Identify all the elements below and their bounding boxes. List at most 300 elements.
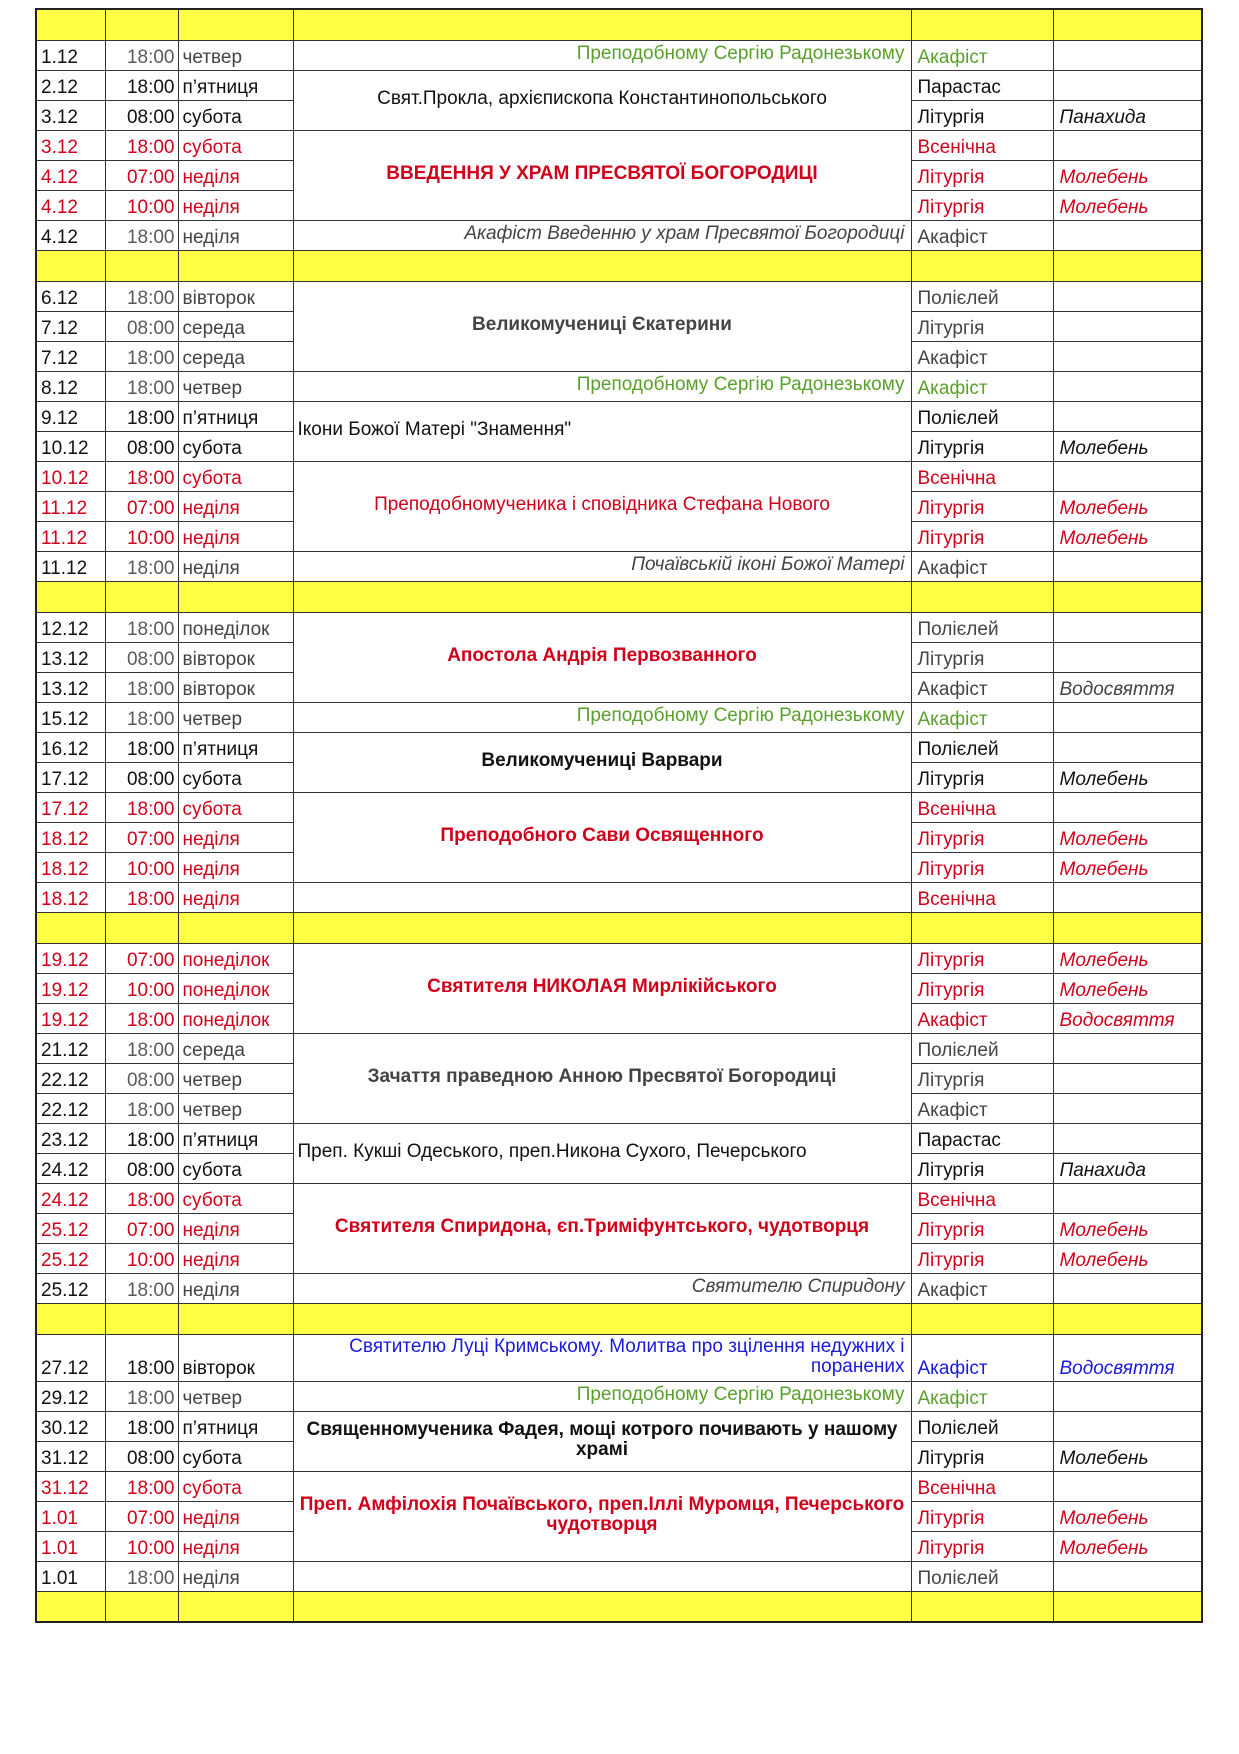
schedule-row	[36, 220, 1202, 250]
schedule-body	[36, 9, 1202, 1622]
time-cell: 07:00	[105, 491, 178, 521]
event-title-cell: Преп. Кукші Одеського, преп.Никона Сухого, Печерського	[293, 1123, 911, 1183]
event-title-cell: Преподобному Сергію Радонезькому	[293, 702, 911, 732]
date-cell: 3.12	[36, 130, 105, 160]
date-cell: 12.12	[36, 612, 105, 642]
event-title-cell: Великомучениці Єкатерини	[293, 281, 911, 371]
weekday-cell: неділя	[178, 551, 293, 581]
extra-service-cell	[1053, 341, 1202, 371]
schedule-row	[36, 1561, 1202, 1591]
header-extra	[1053, 9, 1202, 40]
weekday-cell: неділя	[178, 1531, 293, 1561]
extra-service-cell	[1053, 642, 1202, 672]
weekday-cell: вівторок	[178, 672, 293, 702]
time-cell: 10:00	[105, 973, 178, 1003]
extra-service-cell	[1053, 702, 1202, 732]
time-cell: 18:00	[105, 612, 178, 642]
separator-cell	[36, 912, 105, 943]
weekday-cell: субота	[178, 1441, 293, 1471]
time-cell: 18:00	[105, 1471, 178, 1501]
weekday-cell: субота	[178, 461, 293, 491]
weekday-cell: субота	[178, 130, 293, 160]
weekday-cell: п’ятниця	[178, 732, 293, 762]
time-cell: 18:00	[105, 1381, 178, 1411]
service-type-cell: Літургія	[911, 1213, 1053, 1243]
time-cell: 18:00	[105, 1411, 178, 1441]
time-cell: 18:00	[105, 371, 178, 401]
date-cell: 22.12	[36, 1093, 105, 1123]
separator-cell	[911, 1303, 1053, 1334]
time-cell: 18:00	[105, 70, 178, 100]
service-type-cell: Літургія	[911, 973, 1053, 1003]
service-type-cell: Літургія	[911, 1441, 1053, 1471]
service-type-cell: Акафіст	[911, 1381, 1053, 1411]
weekday-cell: неділя	[178, 822, 293, 852]
separator-cell	[105, 912, 178, 943]
weekday-cell: неділя	[178, 491, 293, 521]
weekday-cell: неділя	[178, 852, 293, 882]
date-cell: 30.12	[36, 1411, 105, 1441]
schedule-row	[36, 1471, 1202, 1501]
time-cell: 10:00	[105, 1243, 178, 1273]
service-type-cell: Акафіст	[911, 1334, 1053, 1381]
time-cell: 18:00	[105, 1123, 178, 1153]
extra-service-cell: Молебень	[1053, 521, 1202, 551]
time-cell: 10:00	[105, 521, 178, 551]
event-title-cell: Апостола Андрія Первозванного	[293, 612, 911, 702]
service-type-cell: Акафіст	[911, 1003, 1053, 1033]
schedule-table	[35, 8, 1203, 1623]
separator-cell	[1053, 1591, 1202, 1622]
separator-cell	[178, 581, 293, 612]
service-type-cell: Всенічна	[911, 461, 1053, 491]
header-weekday	[178, 9, 293, 40]
time-cell: 08:00	[105, 1063, 178, 1093]
schedule-row	[36, 1411, 1202, 1441]
extra-service-cell: Молебень	[1053, 160, 1202, 190]
weekday-cell: понеділок	[178, 943, 293, 973]
event-title-cell: Почаївській іконі Божої Матері	[293, 551, 911, 581]
event-title-cell	[293, 1561, 911, 1591]
time-cell: 18:00	[105, 401, 178, 431]
extra-service-cell: Панахида	[1053, 100, 1202, 130]
date-cell: 22.12	[36, 1063, 105, 1093]
time-cell: 18:00	[105, 341, 178, 371]
event-title-cell: Преподобному Сергію Радонезькому	[293, 40, 911, 70]
service-type-cell: Акафіст	[911, 341, 1053, 371]
extra-service-cell	[1053, 1123, 1202, 1153]
weekday-cell: вівторок	[178, 642, 293, 672]
separator-cell	[36, 1591, 105, 1622]
date-cell: 10.12	[36, 431, 105, 461]
weekday-cell: п’ятниця	[178, 401, 293, 431]
weekday-cell: вівторок	[178, 1334, 293, 1381]
extra-service-cell	[1053, 612, 1202, 642]
date-cell: 31.12	[36, 1441, 105, 1471]
time-cell: 10:00	[105, 1531, 178, 1561]
time-cell: 18:00	[105, 551, 178, 581]
service-type-cell: Полієлей	[911, 612, 1053, 642]
separator-cell	[1053, 912, 1202, 943]
service-type-cell: Акафіст	[911, 702, 1053, 732]
date-cell: 2.12	[36, 70, 105, 100]
date-cell: 1.01	[36, 1531, 105, 1561]
extra-service-cell	[1053, 732, 1202, 762]
separator-cell	[36, 581, 105, 612]
extra-service-cell: Молебень	[1053, 1441, 1202, 1471]
time-cell: 18:00	[105, 130, 178, 160]
service-type-cell: Літургія	[911, 1243, 1053, 1273]
event-title-cell: Акафіст Введенню у храм Пресвятої Богородиці	[293, 220, 911, 250]
schedule-row	[36, 281, 1202, 311]
date-cell: 8.12	[36, 371, 105, 401]
event-title-cell: Преподобному Сергію Радонезькому	[293, 371, 911, 401]
weekday-cell: неділя	[178, 190, 293, 220]
service-type-cell: Полієлей	[911, 281, 1053, 311]
date-cell: 11.12	[36, 551, 105, 581]
date-cell: 16.12	[36, 732, 105, 762]
schedule-row	[36, 551, 1202, 581]
event-title-cell: Свят.Прокла, архієпископа Константинопольського	[293, 70, 911, 130]
service-type-cell: Літургія	[911, 311, 1053, 341]
service-type-cell: Акафіст	[911, 1273, 1053, 1303]
service-type-cell: Парастас	[911, 1123, 1053, 1153]
date-cell: 17.12	[36, 792, 105, 822]
separator-cell	[36, 250, 105, 281]
service-type-cell: Полієлей	[911, 401, 1053, 431]
date-cell: 19.12	[36, 1003, 105, 1033]
extra-service-cell	[1053, 401, 1202, 431]
time-cell: 18:00	[105, 220, 178, 250]
date-cell: 18.12	[36, 822, 105, 852]
extra-service-cell: Молебень	[1053, 822, 1202, 852]
event-title-cell: Святителю Спиридону	[293, 1273, 911, 1303]
date-cell: 11.12	[36, 521, 105, 551]
extra-service-cell	[1053, 70, 1202, 100]
separator-cell	[293, 581, 911, 612]
extra-service-cell	[1053, 1063, 1202, 1093]
date-cell: 25.12	[36, 1273, 105, 1303]
time-cell: 08:00	[105, 311, 178, 341]
extra-service-cell: Молебень	[1053, 1213, 1202, 1243]
time-cell: 07:00	[105, 1213, 178, 1243]
weekday-cell: понеділок	[178, 612, 293, 642]
weekday-cell: субота	[178, 1183, 293, 1213]
time-cell: 18:00	[105, 1003, 178, 1033]
service-type-cell: Акафіст	[911, 371, 1053, 401]
week-separator-row	[36, 1591, 1202, 1622]
service-type-cell: Літургія	[911, 1501, 1053, 1531]
separator-cell	[178, 1303, 293, 1334]
extra-service-cell	[1053, 130, 1202, 160]
service-type-cell: Акафіст	[911, 40, 1053, 70]
time-cell: 18:00	[105, 281, 178, 311]
extra-service-cell	[1053, 1411, 1202, 1441]
time-cell: 18:00	[105, 882, 178, 912]
extra-service-cell	[1053, 1561, 1202, 1591]
week-separator-row	[36, 1303, 1202, 1334]
service-type-cell: Полієлей	[911, 1033, 1053, 1063]
extra-service-cell: Молебень	[1053, 852, 1202, 882]
separator-cell	[1053, 581, 1202, 612]
service-type-cell: Літургія	[911, 642, 1053, 672]
event-title-cell: Святителю Луці Кримському. Молитва про зцілення недужних і поранених	[293, 1334, 911, 1381]
weekday-cell: четвер	[178, 702, 293, 732]
extra-service-cell: Молебень	[1053, 1531, 1202, 1561]
separator-cell	[105, 1303, 178, 1334]
extra-service-cell: Молебень	[1053, 762, 1202, 792]
extra-service-cell: Панахида	[1053, 1153, 1202, 1183]
date-cell: 1.12	[36, 40, 105, 70]
extra-service-cell	[1053, 40, 1202, 70]
date-cell: 17.12	[36, 762, 105, 792]
schedule-row	[36, 702, 1202, 732]
schedule-row	[36, 612, 1202, 642]
event-title-cell: Зачаття праведною Анною Пресвятої Богородиці	[293, 1033, 911, 1123]
weekday-cell: субота	[178, 431, 293, 461]
date-cell: 24.12	[36, 1153, 105, 1183]
extra-service-cell: Водосвяття	[1053, 1003, 1202, 1033]
separator-cell	[293, 1591, 911, 1622]
event-title-cell: Преп. Амфілохія Почаївського, преп.Іллі Муромця, Печерського чудотворця	[293, 1471, 911, 1561]
time-cell: 18:00	[105, 40, 178, 70]
event-title-cell: Преподобного Сави Освященного	[293, 792, 911, 882]
extra-service-cell	[1053, 1093, 1202, 1123]
extra-service-cell	[1053, 882, 1202, 912]
service-type-cell: Полієлей	[911, 1561, 1053, 1591]
separator-cell	[293, 1303, 911, 1334]
service-type-cell: Літургія	[911, 431, 1053, 461]
service-type-cell: Полієлей	[911, 1411, 1053, 1441]
date-cell: 19.12	[36, 943, 105, 973]
schedule-row	[36, 1381, 1202, 1411]
service-type-cell: Літургія	[911, 762, 1053, 792]
extra-service-cell	[1053, 461, 1202, 491]
date-cell: 25.12	[36, 1213, 105, 1243]
date-cell: 18.12	[36, 852, 105, 882]
extra-service-cell	[1053, 1033, 1202, 1063]
separator-cell	[105, 581, 178, 612]
time-cell: 08:00	[105, 642, 178, 672]
extra-service-cell	[1053, 220, 1202, 250]
extra-service-cell: Водосвяття	[1053, 1334, 1202, 1381]
extra-service-cell: Молебень	[1053, 973, 1202, 1003]
extra-service-cell	[1053, 1273, 1202, 1303]
date-cell: 25.12	[36, 1243, 105, 1273]
weekday-cell: середа	[178, 341, 293, 371]
service-type-cell: Літургія	[911, 943, 1053, 973]
separator-cell	[105, 1591, 178, 1622]
time-cell: 18:00	[105, 461, 178, 491]
header-time	[105, 9, 178, 40]
date-cell: 23.12	[36, 1123, 105, 1153]
service-type-cell: Полієлей	[911, 732, 1053, 762]
date-cell: 1.01	[36, 1561, 105, 1591]
weekday-cell: п’ятниця	[178, 70, 293, 100]
event-title-cell: Святителя Спиридона, єп.Триміфунтського, чудотворця	[293, 1183, 911, 1273]
separator-cell	[911, 1591, 1053, 1622]
extra-service-cell	[1053, 792, 1202, 822]
date-cell: 29.12	[36, 1381, 105, 1411]
schedule-row	[36, 461, 1202, 491]
separator-cell	[911, 250, 1053, 281]
time-cell: 08:00	[105, 1441, 178, 1471]
schedule-row	[36, 371, 1202, 401]
date-cell: 31.12	[36, 1471, 105, 1501]
weekday-cell: п’ятниця	[178, 1123, 293, 1153]
weekday-cell: субота	[178, 1471, 293, 1501]
schedule-row	[36, 792, 1202, 822]
separator-cell	[911, 581, 1053, 612]
service-type-cell: Літургія	[911, 160, 1053, 190]
schedule-row	[36, 401, 1202, 431]
extra-service-cell: Молебень	[1053, 190, 1202, 220]
extra-service-cell: Молебень	[1053, 491, 1202, 521]
weekday-cell: неділя	[178, 1273, 293, 1303]
schedule-row	[36, 732, 1202, 762]
date-cell: 3.12	[36, 100, 105, 130]
separator-cell	[911, 912, 1053, 943]
weekday-cell: субота	[178, 1153, 293, 1183]
separator-cell	[178, 912, 293, 943]
service-type-cell: Всенічна	[911, 1471, 1053, 1501]
date-cell: 4.12	[36, 220, 105, 250]
schedule-row	[36, 1273, 1202, 1303]
service-type-cell: Літургія	[911, 852, 1053, 882]
week-separator-row	[36, 912, 1202, 943]
extra-service-cell: Молебень	[1053, 943, 1202, 973]
date-cell: 21.12	[36, 1033, 105, 1063]
date-cell: 4.12	[36, 160, 105, 190]
service-type-cell: Всенічна	[911, 882, 1053, 912]
weekday-cell: четвер	[178, 1063, 293, 1093]
time-cell: 07:00	[105, 943, 178, 973]
date-cell: 13.12	[36, 672, 105, 702]
weekday-cell: п’ятниця	[178, 1411, 293, 1441]
extra-service-cell	[1053, 1381, 1202, 1411]
schedule-row	[36, 882, 1202, 912]
header-row	[36, 9, 1202, 40]
date-cell: 7.12	[36, 341, 105, 371]
event-title-cell: Ікони Божої Матері "Знамення"	[293, 401, 911, 461]
time-cell: 08:00	[105, 431, 178, 461]
weekday-cell: неділя	[178, 1561, 293, 1591]
separator-cell	[178, 1591, 293, 1622]
weekday-cell: четвер	[178, 371, 293, 401]
time-cell: 18:00	[105, 732, 178, 762]
weekday-cell: неділя	[178, 521, 293, 551]
date-cell: 1.01	[36, 1501, 105, 1531]
weekday-cell: неділя	[178, 882, 293, 912]
weekday-cell: четвер	[178, 1381, 293, 1411]
header-date	[36, 9, 105, 40]
service-type-cell: Літургія	[911, 521, 1053, 551]
event-title-cell: Преподобному Сергію Радонезькому	[293, 1381, 911, 1411]
weekday-cell: неділя	[178, 160, 293, 190]
time-cell: 10:00	[105, 852, 178, 882]
separator-cell	[36, 1303, 105, 1334]
service-type-cell: Всенічна	[911, 130, 1053, 160]
weekday-cell: неділя	[178, 1501, 293, 1531]
weekday-cell: четвер	[178, 1093, 293, 1123]
extra-service-cell	[1053, 371, 1202, 401]
separator-cell	[293, 250, 911, 281]
time-cell: 07:00	[105, 1501, 178, 1531]
extra-service-cell	[1053, 551, 1202, 581]
date-cell: 9.12	[36, 401, 105, 431]
schedule-row	[36, 1334, 1202, 1381]
separator-cell	[293, 912, 911, 943]
event-title-cell: Священномученика Фадея, мощі котрого почивають у нашому храмі	[293, 1411, 911, 1471]
weekday-cell: понеділок	[178, 973, 293, 1003]
extra-service-cell: Молебень	[1053, 431, 1202, 461]
time-cell: 18:00	[105, 702, 178, 732]
separator-cell	[178, 250, 293, 281]
extra-service-cell: Водосвяття	[1053, 672, 1202, 702]
service-type-cell: Акафіст	[911, 551, 1053, 581]
service-type-cell: Акафіст	[911, 220, 1053, 250]
separator-cell	[1053, 250, 1202, 281]
schedule-row	[36, 1123, 1202, 1153]
time-cell: 07:00	[105, 822, 178, 852]
service-type-cell: Акафіст	[911, 1093, 1053, 1123]
header-service	[911, 9, 1053, 40]
weekday-cell: субота	[178, 100, 293, 130]
date-cell: 19.12	[36, 973, 105, 1003]
extra-service-cell: Молебень	[1053, 1501, 1202, 1531]
service-type-cell: Літургія	[911, 822, 1053, 852]
time-cell: 08:00	[105, 100, 178, 130]
time-cell: 18:00	[105, 1183, 178, 1213]
schedule-row	[36, 130, 1202, 160]
time-cell: 18:00	[105, 1093, 178, 1123]
date-cell: 18.12	[36, 882, 105, 912]
weekday-cell: субота	[178, 762, 293, 792]
extra-service-cell	[1053, 311, 1202, 341]
service-type-cell: Парастас	[911, 70, 1053, 100]
weekday-cell: неділя	[178, 220, 293, 250]
time-cell: 18:00	[105, 1273, 178, 1303]
weekday-cell: неділя	[178, 1213, 293, 1243]
extra-service-cell: Молебень	[1053, 1243, 1202, 1273]
schedule-row	[36, 1183, 1202, 1213]
event-title-cell: Святителя НИКОЛАЯ Мирлікійського	[293, 943, 911, 1033]
week-separator-row	[36, 581, 1202, 612]
service-type-cell: Всенічна	[911, 792, 1053, 822]
date-cell: 24.12	[36, 1183, 105, 1213]
schedule-row	[36, 1033, 1202, 1063]
service-type-cell: Літургія	[911, 1153, 1053, 1183]
event-title-cell: Преподобномученика і сповідника Стефана Нового	[293, 461, 911, 551]
extra-service-cell	[1053, 281, 1202, 311]
separator-cell	[1053, 1303, 1202, 1334]
date-cell: 13.12	[36, 642, 105, 672]
time-cell: 08:00	[105, 762, 178, 792]
time-cell: 07:00	[105, 160, 178, 190]
time-cell: 08:00	[105, 1153, 178, 1183]
service-type-cell: Літургія	[911, 100, 1053, 130]
week-separator-row	[36, 250, 1202, 281]
date-cell: 6.12	[36, 281, 105, 311]
extra-service-cell	[1053, 1471, 1202, 1501]
service-type-cell: Літургія	[911, 190, 1053, 220]
time-cell: 18:00	[105, 1334, 178, 1381]
event-title-cell: Великомучениці Варвари	[293, 732, 911, 792]
schedule-row	[36, 40, 1202, 70]
weekday-cell: середа	[178, 1033, 293, 1063]
time-cell: 18:00	[105, 792, 178, 822]
date-cell: 4.12	[36, 190, 105, 220]
